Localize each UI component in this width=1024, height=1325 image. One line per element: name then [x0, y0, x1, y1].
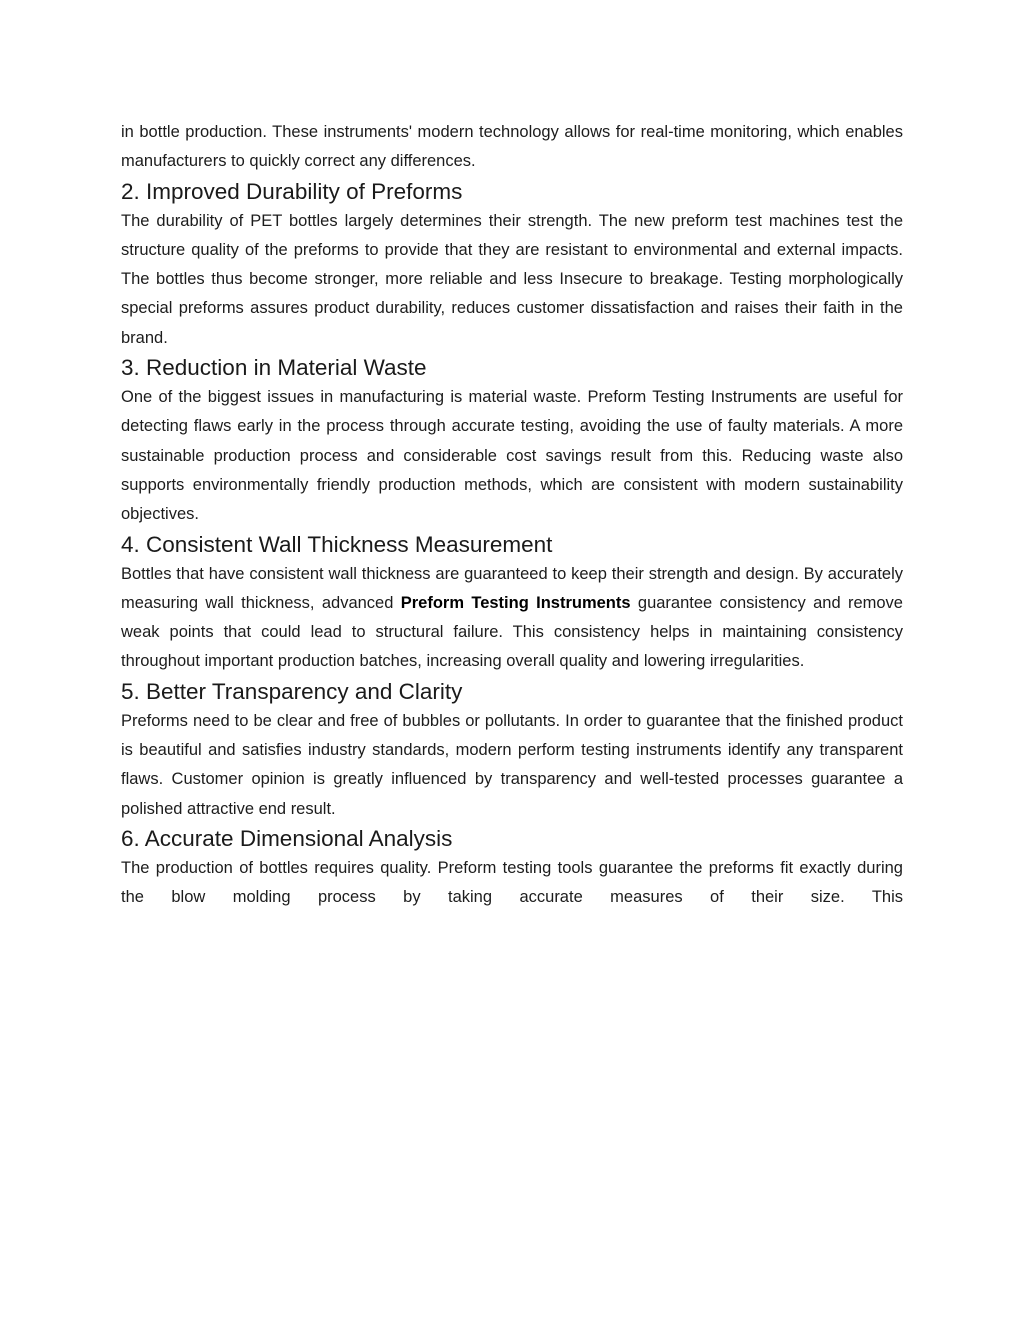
intro-paragraph: in bottle production. These instruments' modern technology allows for real-time monitoring, which enables manufacturers to quickly correct any differences. [121, 123, 903, 171]
document-page [121, 118, 903, 913]
section-paragraph-transparency: Preforms need to be clear and free of bubbles or pollutants. In order to guarantee that the finished product is beautiful and satisfies industry standards, modern perform testing instruments identify any transparent flaws. Customer opinion is greatly influenced by transparency and well-tested processes guarantee a polished attractive end result. [121, 711, 903, 818]
section-heading-wall-thickness: 4. Consistent Wall Thickness Measurement [121, 531, 553, 557]
section-heading-durability: 2. Improved Durability of Preforms [121, 178, 463, 204]
section-heading-material-waste: 3. Reduction in Material Waste [121, 355, 427, 381]
section-paragraph-durability: The durability of PET bottles largely determines their strength. The new preform test machines test the structure quality of the preforms to provide that they are resistant to environmental and external impacts. The bottles thus become stronger, more reliable and less Insecure to breakage. Testing morphologically special preforms assures product durability, reduces customer dissatisfaction and raises their faith in the brand. [121, 211, 903, 347]
section-heading-dimensional-analysis: 6. Accurate Dimensional Analysis [121, 825, 453, 851]
bold-keyword-preform-testing-instruments: Preform Testing Instruments [400, 593, 631, 612]
paragraph-text-after-bold: guarantee consistency and remove weak points that could lead to structural failure. This consistency helps in maintaining consistency throughout important production batches, increasing overall quality and lowering irregularities. [121, 593, 903, 671]
paragraph-text-before-bold: Bottles that have consistent wall thickness are guaranteed to keep their strength and design. By accurately measuring wall thickness, advanced [121, 564, 903, 612]
section-paragraph-material-waste: One of the biggest issues in manufacturing is material waste. Preform Testing Instruments are useful for detecting flaws early in the process through accurate testing, avoiding the use of faulty materials. A more sustainable production process and considerable cost savings result from this. Reducing waste also supports environmentally friendly production methods, which are consistent with modern sustainability objectives. [121, 388, 903, 524]
section-paragraph-wall-thickness [121, 560, 903, 677]
section-heading-transparency: 5. Better Transparency and Clarity [121, 678, 463, 704]
section-paragraph-dimensional-analysis: The production of bottles requires quality. Preform testing tools guarantee the preforms fit exactly during the blow molding process by taking accurate measures of their size. This [121, 858, 903, 907]
